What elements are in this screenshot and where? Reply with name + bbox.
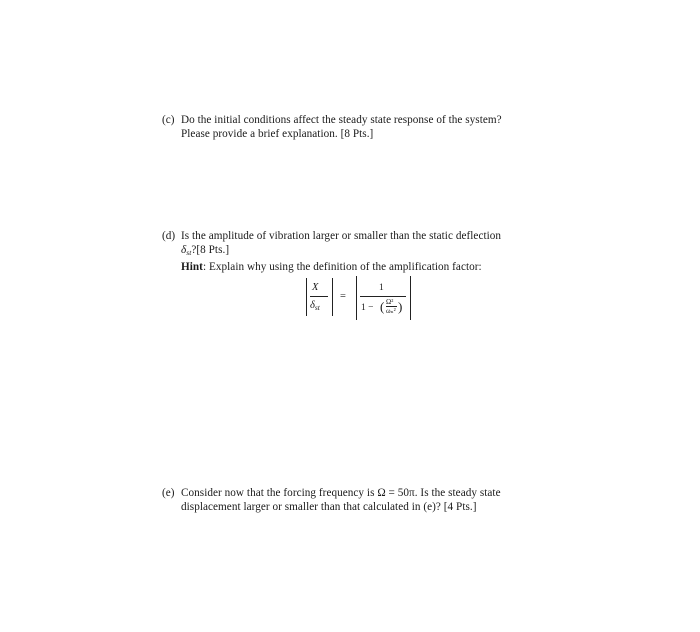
hint-label: Hint [181,261,203,273]
question-d-line1 [162,229,562,243]
question-e-text1: Consider now that the forcing frequency is Ω = 50π. Is the steady state [181,487,501,499]
question-c-label: (c) [162,114,175,126]
question-e-line1 [162,486,562,500]
question-d-text2: ?[8 Pts.] [191,244,230,256]
question-d-text1: Is the amplitude of vibration larger or smaller than the static deflection [181,230,502,242]
omega-numerator: Ω² [386,298,394,306]
lhs-numerator: X [312,282,319,293]
question-e-label: (e) [162,487,175,499]
delta-subscript: st [186,248,192,257]
lhs-fraction-line [310,296,328,297]
omega-denominator: ωₙ² [386,307,396,315]
hint-text: : Explain why using the definition of the amplification factor: [202,261,482,273]
lhs-den-delta: δ [310,300,315,311]
question-d [162,229,562,274]
question-e-text2: displacement larger or smaller than that calculated in (e)? [4 Pts.] [181,501,477,513]
rhs-open-paren: ( [380,299,385,314]
question-d-line2 [162,243,562,260]
rhs-fraction-line [360,296,406,297]
rhs-abs-left [356,276,357,320]
question-c-text2: Please provide a brief explanation. [8 Pts.] [181,128,374,140]
lhs-denominator [310,300,320,313]
rhs-abs-right [410,276,411,320]
rhs-close-paren: ) [398,299,403,314]
question-c-line1 [162,113,562,127]
lhs-abs-left [306,278,307,316]
amplification-factor-formula [306,276,426,322]
question-c [162,113,562,141]
question-e [162,486,562,514]
rhs-den-one: 1 − [361,303,374,313]
rhs-numerator: 1 [379,283,384,293]
question-d-hint [162,260,562,274]
delta-symbol: δ [181,244,187,256]
equals-sign: = [340,291,346,302]
question-c-text1: Do the initial conditions affect the steady state response of the system? [181,114,502,126]
lhs-den-sub: st [314,303,320,312]
lhs-abs-right [332,278,333,316]
question-d-label: (d) [162,230,176,242]
